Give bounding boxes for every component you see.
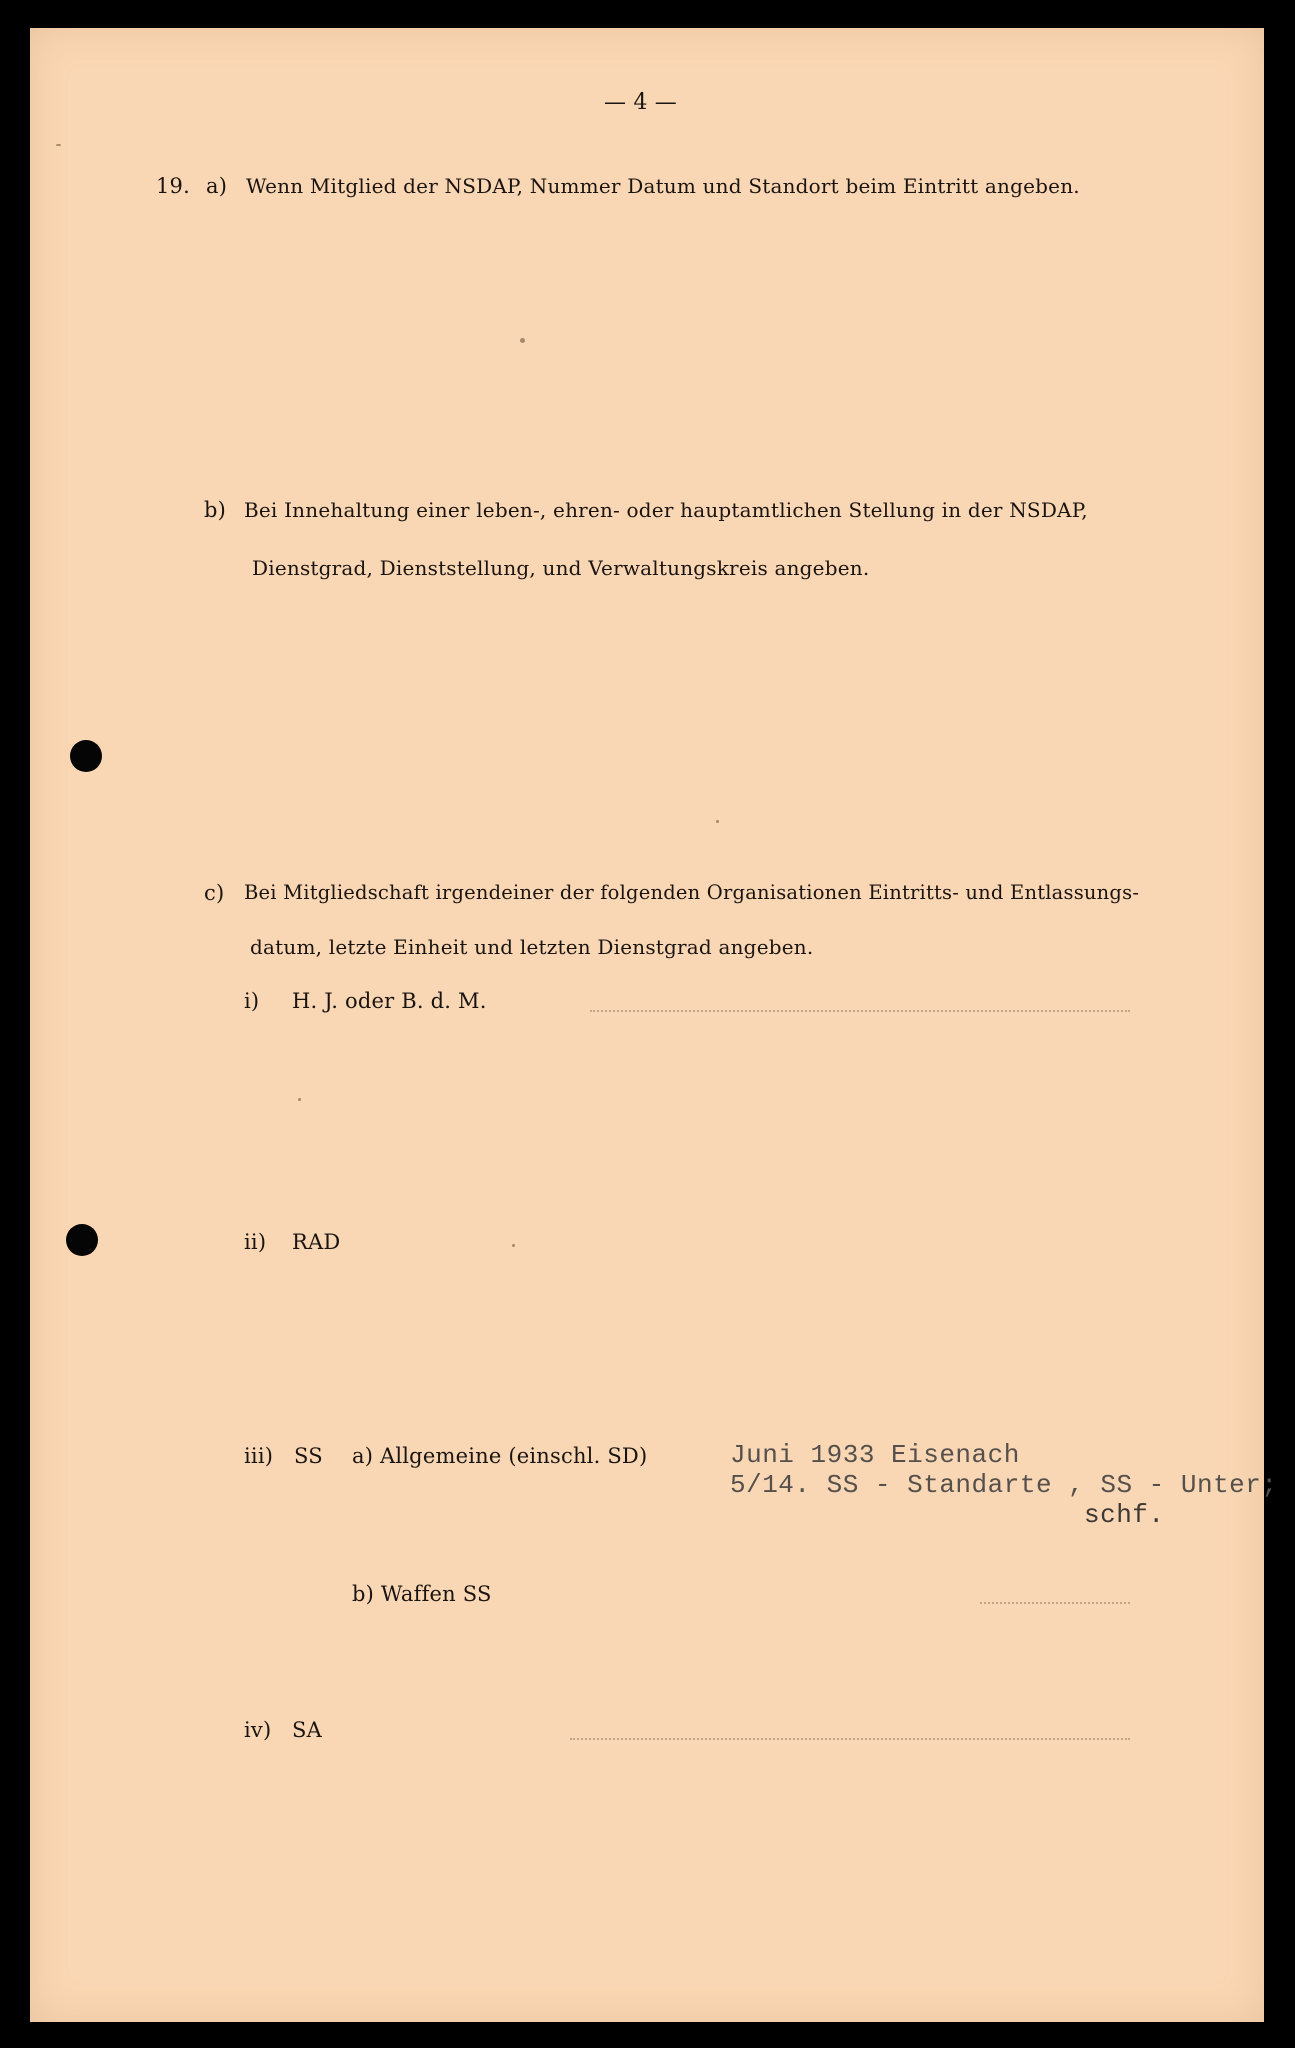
answer-line-i: [590, 1010, 1130, 1012]
item-ii-marker: ii): [244, 1230, 267, 1254]
question-c-line2: datum, letzte Einheit und letzten Dienstgrad angeben.: [250, 935, 814, 959]
typed-answer-line1: Juni 1933 Eisenach: [730, 1440, 1020, 1470]
question-b-marker: b): [204, 498, 227, 522]
question-a-marker: a): [206, 174, 228, 198]
punch-hole-upper: [70, 740, 102, 772]
item-iv-label: SA: [292, 1718, 322, 1742]
paper-speck: [512, 1244, 515, 1247]
item-i-marker: i): [244, 989, 260, 1013]
paper-speck: [298, 1098, 301, 1101]
paper-speck: [520, 338, 525, 343]
item-iv-marker: iv): [244, 1718, 272, 1742]
paper-speck: [56, 144, 61, 146]
question-b-line1: Bei Innehaltung einer leben-, ehren- oder hauptamtlichen Stellung in der NSDAP,: [244, 498, 1088, 522]
question-a-text: Wenn Mitglied der NSDAP, Nummer Datum und Standort beim Eintritt angeben.: [246, 174, 1080, 198]
page-number: — 4 —: [604, 90, 677, 115]
punch-hole-lower: [66, 1224, 98, 1256]
item-iii-sub-b: b) Waffen SS: [352, 1582, 492, 1606]
typed-answer-line3: schf.: [1084, 1500, 1165, 1530]
typed-answer-line2: 5/14. SS - Standarte , SS - Unter;: [730, 1470, 1278, 1500]
question-c-marker: c): [204, 881, 225, 905]
answer-line-sa: [570, 1738, 1130, 1740]
item-iii-marker: iii): [244, 1444, 274, 1468]
question-b-line2: Dienstgrad, Dienststellung, und Verwaltungskreis angeben.: [252, 556, 870, 580]
item-iii-label: SS: [294, 1444, 323, 1468]
item-ii-label: RAD: [292, 1230, 341, 1254]
question-number: 19.: [156, 174, 190, 198]
item-i-label: H. J. oder B. d. M.: [292, 989, 487, 1013]
question-c-line1: Bei Mitgliedschaft irgendeiner der folgenden Organisationen Eintritts- und Entlassungs-: [244, 881, 1140, 904]
document-page: [30, 28, 1278, 2022]
paper-speck: [716, 820, 719, 823]
answer-line-waffen-ss: [980, 1602, 1130, 1604]
item-iii-sub-a: a) Allgemeine (einschl. SD): [352, 1444, 648, 1468]
